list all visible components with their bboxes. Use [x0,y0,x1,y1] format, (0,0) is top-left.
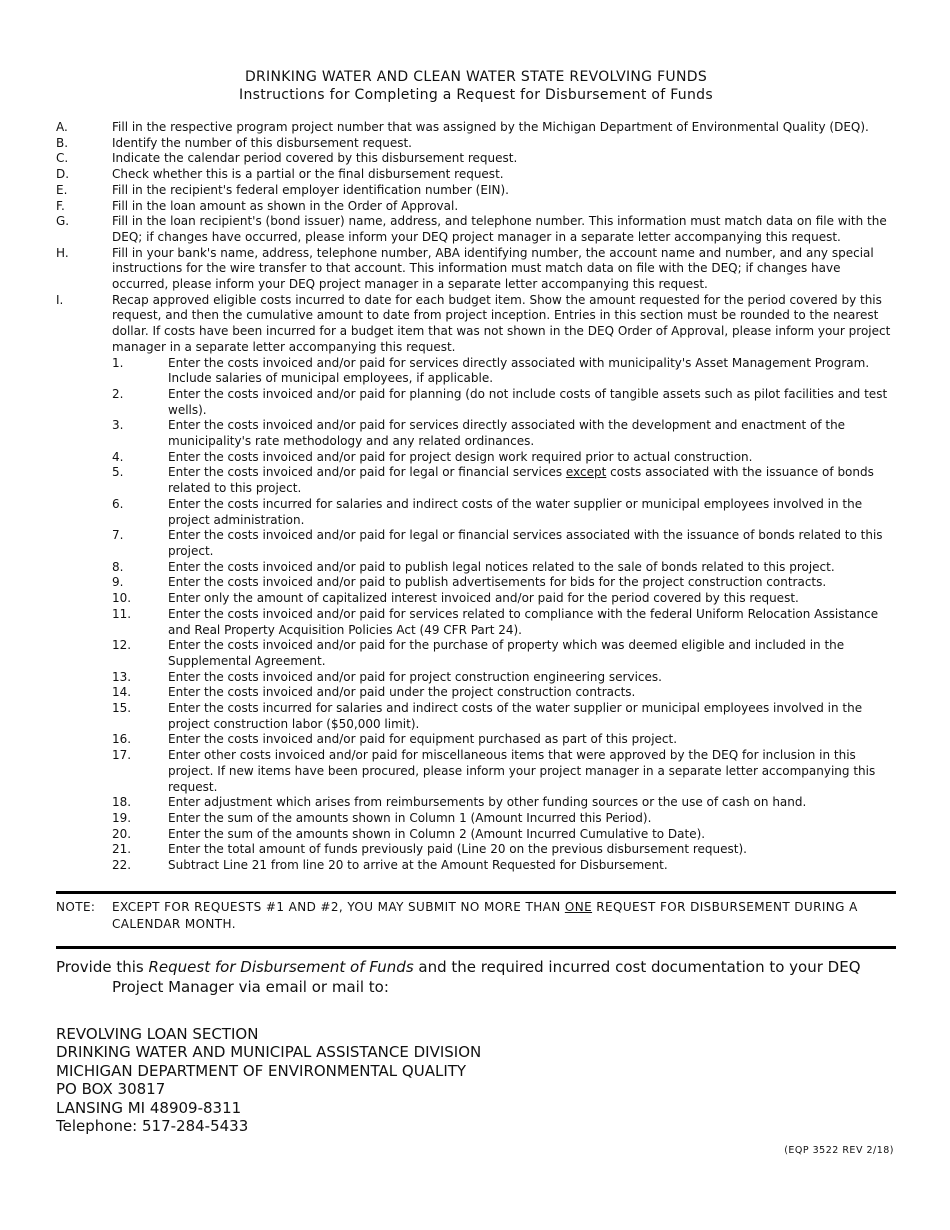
instruction-item [56,293,896,356]
item-label: G. [56,214,70,229]
budget-subitem [112,591,896,607]
instruction-item [56,214,896,245]
budget-subitem [112,685,896,701]
subitem-number: 18. [112,795,132,810]
item-label: B. [56,135,69,150]
subitem-text: Enter only the amount of capitalized interest invoiced and/or paid for the period covered by this request. [168,591,799,606]
instruction-item [56,183,896,199]
subitem-number: 10. [112,591,132,606]
item-text: Fill in the respective program project number that was assigned by the Michigan Department of Environmental Quality (DEQ). [112,120,869,134]
provide-line-1 [56,957,896,977]
subitem-text: Enter the costs invoiced and/or paid to publish legal notices related to the sale of bonds related to this project. [168,559,835,574]
address-line: REVOLVING LOAN SECTION [56,1024,259,1043]
note-block [56,899,896,933]
subitem-text: Enter the costs invoiced and/or paid for services related to compliance with the federal Uniform Relocation Assistance and Real Property Acquisition Policies Act (49 CFR Part 24). [168,606,879,637]
budget-subitem [112,528,896,559]
subitem-number: 14. [112,685,132,700]
budget-subitem [112,575,896,591]
subitem-text: Enter the costs invoiced and/or paid for the purchase of property which was deemed eligible and included in the Supplemental Agreement. [168,638,845,668]
note-label: NOTE: [56,899,96,914]
subitem-text: Enter the costs invoiced and/or paid for project construction engineering services. [168,669,662,684]
subitem-number: 12. [112,638,132,653]
item-label: F. [56,198,65,213]
address-line: LANSING MI 48909-8311 [56,1098,242,1117]
budget-subitem [112,638,896,669]
subitem-number: 9. [112,575,124,590]
document-page [56,68,896,1136]
instruction-item [56,136,896,152]
budget-subitem [112,795,896,811]
subitem-number: 19. [112,810,132,825]
address-line: PO BOX 30817 [56,1080,166,1099]
instruction-item [56,246,896,293]
item-label: A. [56,120,68,134]
note-text-underline: ONE [564,899,593,914]
instruction-item [56,151,896,167]
provide-line-2: Project Manager via email or mail to: [112,977,389,996]
form-identifier: (EQP 3522 REV 2/18) [784,1145,894,1156]
subitem-number: 13. [112,669,132,684]
subitem-text: Enter the costs invoiced and/or paid for services directly associated with municipality's Asset Management Program. Include salaries of municipal employees, if applicable. [168,355,870,386]
subitem-text-after: costs associated with the issuance of bonds related to this project. [168,465,874,496]
budget-subitem [112,450,896,466]
budget-subitem [112,701,896,732]
subitem-text: Enter the costs incurred for salaries and indirect costs of the water supplier or municipal employees involved in the project construction labor ($50,000 limit). [168,701,863,731]
subitem-text: Enter the costs invoiced and/or paid for project design work required prior to actual construction. [168,449,753,464]
budget-subitem [112,387,896,418]
instruction-item [56,199,896,215]
budget-subitem [112,858,896,874]
submission-instructions [56,957,896,997]
subitem-text-before: Enter the costs invoiced and/or paid for legal or financial services [168,465,566,480]
subitem-number: 17. [112,748,132,763]
item-label: D. [56,167,70,182]
item-text: Recap approved eligible costs incurred to date for each budget item. Show the amount requested for the period covered by this request, and then the cumulative amount to date from project inception. Entries in this section must be rounded to the nearest dollar. If costs have been incurred for a budget item that was not shown in the DEQ Order of Approval, please inform your project manager in a separate letter accompanying this request. [112,292,891,354]
divider [56,891,896,894]
subitem-text: Enter the sum of the amounts shown in Column 1 (Amount Incurred this Period). [168,810,652,825]
subitem-number: 8. [112,559,124,574]
item-text: Check whether this is a partial or the final disbursement request. [112,167,504,182]
subitem-text: Enter other costs invoiced and/or paid for miscellaneous items that were approved by the DEQ for inclusion in this project. If new items have been procured, please inform your project manager in a separate letter accompanying this request. [168,748,876,794]
item-text: Fill in the loan recipient's (bond issuer) name, address, and telephone number. This information must match data on file with the DEQ; if changes have occurred, please inform your DEQ project manager in a separate letter accompanying this request. [112,214,887,244]
item-text: Indicate the calendar period covered by this disbursement request. [112,151,518,166]
subitem-number: 22. [112,858,132,873]
budget-subitem [112,670,896,686]
budget-subitem [112,560,896,576]
note-text [112,899,896,933]
address-line: MICHIGAN DEPARTMENT OF ENVIRONMENTAL QUALITY [56,1061,467,1080]
subitem-text: Enter the costs invoiced and/or paid under the project construction contracts. [168,685,636,700]
item-label: E. [56,182,68,197]
budget-subitem [112,418,896,449]
subitem-number: 4. [112,449,124,464]
budget-subitem [112,356,896,387]
subitem-text: Enter the costs invoiced and/or paid for services directly associated with the development and enactment of the municipality's rate methodology and any related ordinances. [168,418,846,449]
subitem-text: Enter adjustment which arises from reimbursements by other funding sources or the use of cash on hand. [168,795,807,810]
subitem-text: Enter the costs incurred for salaries and indirect costs of the water supplier or municipal employees involved in the project administration. [168,496,863,527]
item-text: Fill in your bank's name, address, telephone number, ABA identifying number, the account name and number, and any special instructions for the wire transfer to that account. This information must match data on file with the DEQ; if changes have occurred, please inform your DEQ project manager in a separate letter accompanying this request. [112,245,874,292]
subitem-number: 20. [112,826,132,841]
item-text: Fill in the loan amount as shown in the Order of Approval. [112,198,459,213]
subitem-text: Enter the sum of the amounts shown in Column 2 (Amount Incurred Cumulative to Date). [168,826,706,841]
divider [56,946,896,949]
note-text-after: REQUEST FOR DISBURSEMENT DURING A CALENDAR MONTH. [112,899,858,931]
item-text: Fill in the recipient's federal employer identification number (EIN). [112,182,509,197]
subitem-number: 2. [112,386,124,401]
item-label: I. [56,292,64,307]
subitem-number: 3. [112,418,124,433]
subitem-text: Enter the costs invoiced and/or paid for planning (do not include costs of tangible assets such as pilot facilities and test wells). [168,386,888,417]
subitem-number: 1. [112,355,124,370]
item-label: H. [56,245,69,260]
mailing-address [56,1025,896,1136]
budget-subitem [112,465,896,496]
provide-form-name: Request for Disbursement of Funds [148,957,414,976]
subitem-text: Enter the costs invoiced and/or paid for legal or financial services associated with the issuance of bonds related to this project. [168,528,883,558]
subitem-number: 7. [112,528,124,543]
subitem-number: 15. [112,701,132,716]
instruction-item [56,120,896,136]
subitem-text-underline: except [565,465,607,480]
budget-subitem [112,842,896,858]
subitem-text: Enter the costs invoiced and/or paid to publish advertisements for bids for the project construction contracts. [168,575,827,590]
subitem-text [168,465,896,496]
provide-after: and the required incurred cost documentation to your DEQ [413,957,861,976]
subitem-number: 21. [112,842,132,857]
address-line: DRINKING WATER AND MUNICIPAL ASSISTANCE DIVISION [56,1043,482,1062]
instruction-list [56,120,896,874]
subitem-number: 6. [112,496,124,511]
subitem-number: 5. [112,465,124,480]
budget-subitem [112,811,896,827]
budget-subitem [112,607,896,638]
document-title: DRINKING WATER AND CLEAN WATER STATE REVOLVING FUNDS [244,69,708,85]
subitem-text: Enter the costs invoiced and/or paid for equipment purchased as part of this project. [168,732,678,747]
instruction-item [56,167,896,183]
address-telephone: Telephone: 517-284-5433 [56,1117,249,1136]
budget-subitem [112,827,896,843]
budget-subitem [112,497,896,528]
provide-before: Provide this [56,957,149,976]
subitem-text: Subtract Line 21 from line 20 to arrive at the Amount Requested for Disbursement. [168,858,668,873]
budget-subitem [112,748,896,795]
budget-subitem [112,732,896,748]
subitem-number: 16. [112,732,132,747]
item-text: Identify the number of this disbursement request. [112,135,412,150]
document-header [56,68,896,104]
subitem-text: Enter the total amount of funds previously paid (Line 20 on the previous disbursement request). [168,842,747,857]
document-subtitle: Instructions for Completing a Request for Disbursement of Funds [239,87,713,103]
note-text-before: EXCEPT FOR REQUESTS #1 AND #2, YOU MAY SUBMIT NO MORE THAN [112,899,565,914]
item-label: C. [56,151,69,166]
subitem-number: 11. [112,606,132,621]
